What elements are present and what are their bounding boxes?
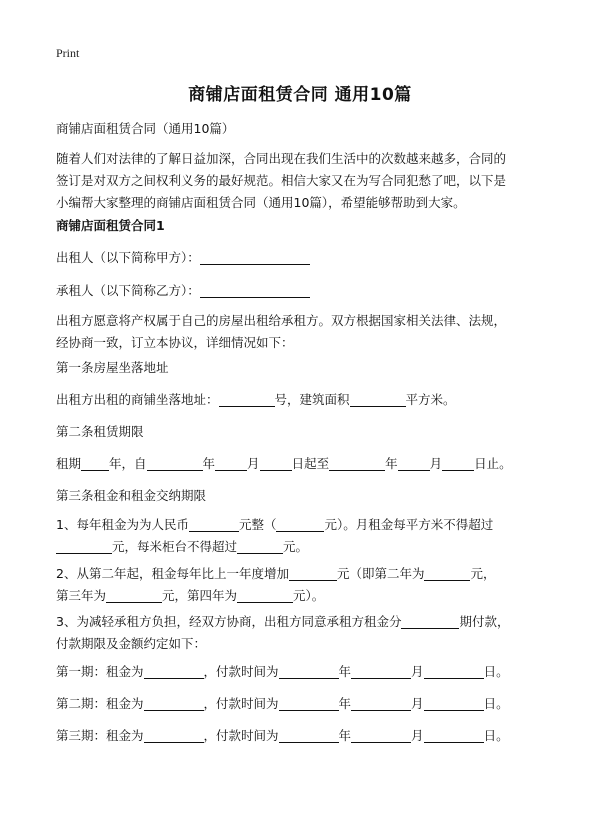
start-day-blank	[260, 456, 292, 471]
text-fragment: 号，建筑面积	[274, 392, 350, 407]
lessee-line	[56, 280, 556, 302]
yearly-increase-blank	[289, 566, 337, 581]
clause-line	[56, 563, 556, 585]
payment-amount-blank	[144, 664, 204, 679]
end-month-blank	[398, 456, 430, 471]
area-blank	[350, 392, 406, 407]
document-subtitle: 商铺店面租赁合同（通用10篇）	[56, 121, 235, 136]
lessor-label: 出租人（以下简称甲方）：	[56, 250, 200, 265]
clause-line	[56, 611, 556, 633]
clause-line	[56, 536, 556, 558]
payment-year-blank	[279, 696, 339, 711]
lessor-line	[56, 247, 556, 269]
clause1	[56, 514, 556, 558]
text-fragment: 平方米。	[405, 392, 456, 407]
article3-title: 第三条租金和租金交纳期限	[56, 488, 207, 503]
payment-month-blank	[351, 696, 411, 711]
article2-body	[56, 453, 556, 475]
end-day-blank	[442, 456, 474, 471]
payment-row	[56, 661, 556, 683]
text-fragment: ，付款时间为	[203, 664, 279, 679]
third-year-blank	[106, 588, 162, 603]
text-fragment: 月	[247, 456, 260, 471]
payment-year-blank	[279, 664, 339, 679]
lessor-blank	[200, 250, 310, 265]
clause-line	[56, 514, 556, 536]
annual-rent-figure-blank	[276, 517, 324, 532]
text-fragment: 年	[385, 456, 398, 471]
document-title: 商铺店面租赁合同 通用10篇	[188, 85, 412, 105]
text-fragment: 月	[411, 728, 424, 743]
payment-row	[56, 693, 556, 715]
clause-line: 付款期限及金额约定如下：	[56, 636, 207, 651]
text-fragment: 日止。	[474, 456, 512, 471]
text-fragment: 元。	[283, 539, 309, 554]
installments-blank	[401, 614, 459, 629]
fourth-year-blank	[237, 588, 293, 603]
payment-month-blank	[351, 728, 411, 743]
article1-body	[56, 389, 556, 411]
text-fragment: 第一期：租金为	[56, 664, 144, 679]
intro-line: 小编帮大家整理的商铺店面租赁合同（通用10篇），希望能够帮助到大家。	[56, 195, 466, 210]
text-fragment: 月	[411, 664, 424, 679]
text-fragment: 第三年为	[56, 588, 107, 603]
text-fragment: 年	[202, 456, 216, 471]
text-fragment: 元整（	[238, 517, 277, 532]
text-fragment: 元）。月租金每平方米不得超过	[324, 517, 494, 532]
text-fragment: 日。	[483, 696, 509, 711]
payment-row	[56, 725, 556, 747]
end-year-blank	[329, 456, 385, 471]
contract-heading: 商铺店面租赁合同1	[56, 218, 165, 233]
text-fragment: 元，第四年为	[162, 588, 238, 603]
text-fragment: 1、每年租金为为人民币	[56, 517, 189, 532]
text-fragment: ，付款时间为	[203, 728, 279, 743]
monthly-rent-limit-blank	[56, 539, 112, 554]
clause-line	[56, 585, 556, 607]
counter-rent-limit-blank	[237, 539, 283, 554]
payment-month-blank	[351, 664, 411, 679]
payment-day-blank	[424, 696, 484, 711]
payment-day-blank	[424, 728, 484, 743]
text-fragment: 元（即第二年为	[336, 566, 425, 581]
text-fragment: 2、从第二年起，租金每年比上一年度增加	[56, 566, 289, 581]
house-number-blank	[219, 392, 275, 407]
text-fragment: 日起至	[291, 456, 330, 471]
payment-day-blank	[424, 664, 484, 679]
intro-line: 签订是对双方之间权利义务的最好规范。相信大家又在为写合同犯愁了吧，以下是	[56, 173, 507, 188]
payment-amount-blank	[144, 696, 204, 711]
text-fragment: ，付款时间为	[203, 696, 279, 711]
payment-year-blank	[279, 728, 339, 743]
text-fragment: 年	[338, 664, 352, 679]
purpose-paragraph	[56, 310, 556, 354]
intro-line: 随着人们对法律的了解日益加深，合同出现在我们生活中的次数越来越多，合同的	[56, 151, 507, 166]
purpose-line: 经协商一致，订立本协议，详细情况如下：	[56, 335, 294, 350]
lease-years-blank	[81, 456, 109, 471]
text-fragment: 租期	[56, 456, 82, 471]
text-fragment: 年	[338, 696, 352, 711]
payment-amount-blank	[144, 728, 204, 743]
text-fragment: 第三期：租金为	[56, 728, 144, 743]
text-fragment: 年	[338, 728, 352, 743]
text-fragment: 日。	[483, 728, 509, 743]
intro-paragraph	[56, 148, 556, 214]
purpose-line: 出租方愿意将产权属于自己的房屋出租给承租方。双方根据国家相关法律、法规，	[56, 313, 507, 328]
lessee-blank	[200, 283, 310, 298]
text-fragment: 元，每米柜台不得超过	[112, 539, 238, 554]
text-fragment: 日。	[483, 664, 509, 679]
annual-rent-blank	[189, 517, 239, 532]
text-fragment: 月	[411, 696, 424, 711]
text-fragment: 年，自	[109, 456, 147, 471]
text-fragment: 元，	[470, 566, 496, 581]
start-year-blank	[147, 456, 203, 471]
clause2	[56, 563, 556, 607]
text-fragment: 出租方出租的商铺坐落地址：	[56, 392, 219, 407]
second-year-blank	[424, 566, 470, 581]
clause3	[56, 611, 556, 655]
text-fragment: 期付款，	[459, 614, 510, 629]
article1-title: 第一条房屋坐落地址	[56, 360, 169, 375]
article2-title: 第二条租赁期限	[56, 424, 144, 439]
lessee-label: 承租人（以下简称乙方）：	[56, 283, 200, 298]
text-fragment: 3、为减轻承租方负担，经双方协商，出租方同意承租方租金分	[56, 614, 402, 629]
start-month-blank	[215, 456, 247, 471]
text-fragment: 月	[429, 456, 443, 471]
text-fragment: 元）。	[293, 588, 325, 603]
print-link[interactable]: Print	[56, 46, 80, 60]
text-fragment: 第二期：租金为	[56, 696, 144, 711]
